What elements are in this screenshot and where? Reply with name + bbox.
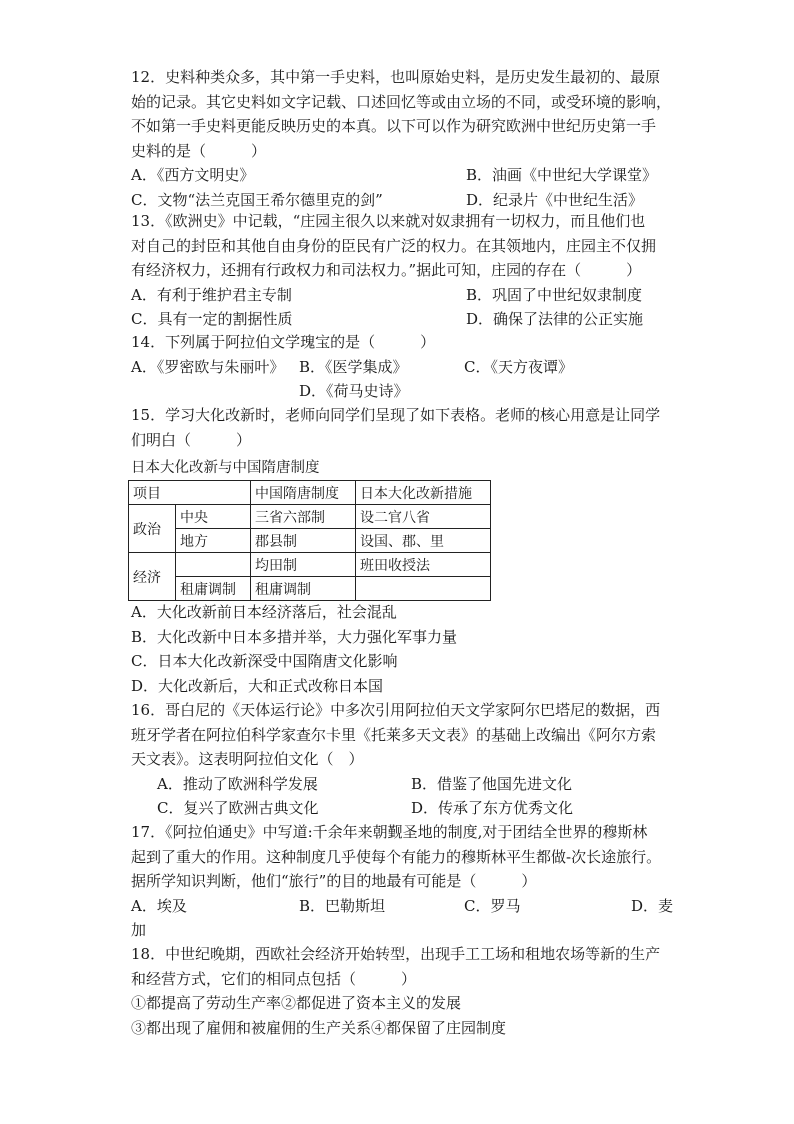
question-17-line-1: 17．《阿拉伯通史》中写道:千余年来朝觐圣地的制度,对于团结全世界的穆斯林 [131, 823, 648, 841]
question-13-options-row-2 [131, 307, 668, 332]
option-d[interactable]: D．纪录片《中世纪生活》 [466, 190, 644, 209]
question-15 [131, 403, 668, 452]
table-cell: 地方 [176, 529, 251, 553]
table-caption: 日本大化改新与中国隋唐制度 [131, 460, 320, 476]
table-cell: 设国、郡、里 [356, 529, 491, 553]
option-a[interactable]: A．推动了欧洲科学发展 [157, 774, 318, 793]
question-16-line-1: 16．哥白尼的《天体运行论》中多次引用阿拉伯天文学家阿尔巴塔尼的数据，西 [131, 701, 661, 719]
question-16-line-3: 天文表》。这表明阿拉伯文化（ ） [131, 750, 364, 768]
question-15-line-1: 15．学习大化改新时，老师向同学们呈现了如下表格。老师的核心用意是让同学 [131, 406, 661, 424]
question-13-line-3: 有经济权力，还拥有行政权力和司法权力。”据此可知，庄园的存在（ ） [131, 261, 642, 279]
option-b[interactable]: B．油画《中世纪大学课堂》 [466, 166, 658, 184]
question-16 [131, 698, 668, 821]
table-header-cell: 日本大化改新措施 [356, 481, 491, 505]
question-17 [131, 820, 674, 943]
question-13-options-row-1 [131, 283, 668, 308]
question-13-line-1: 13．《欧洲史》中记载，“庄园主很久以来就对奴隶拥有一切权力，而且他们也 [131, 212, 646, 230]
question-18-line-1: 18．中世纪晚期，西欧社会经济开始转型，出现手工工场和租地农场等新的生产 [131, 945, 661, 963]
question-13-line-2: 对自己的封臣和其他自由身份的臣民有广泛的权力。在其领地内，庄园主不仅拥 [131, 236, 657, 255]
option-a[interactable]: A．《西方文明史》 [131, 166, 255, 184]
question-14-line-1: 14．下列属于阿拉伯文学瑰宝的是（ ） [131, 333, 436, 351]
option-a[interactable]: A．大化改新前日本经济落后，社会混乱 [131, 603, 397, 621]
option-c[interactable]: C．日本大化改新深受中国隋唐文化影响 [131, 652, 398, 670]
option-c[interactable]: C．《天方夜谭》 [464, 357, 573, 376]
table-cell: 郡县制 [251, 529, 356, 553]
option-b[interactable]: B．巩固了中世纪奴隶制度 [466, 285, 643, 304]
table-cell: 经济 [129, 553, 176, 601]
question-17-options-row-1 [131, 894, 674, 919]
table-cell: 中央 [176, 505, 251, 529]
option-d[interactable]: D．传承了东方优秀文化 [411, 799, 574, 817]
table-header-cell: 项目 [129, 481, 251, 505]
option-d[interactable]: D．《荷马史诗》 [299, 382, 409, 400]
table-cell [176, 553, 251, 577]
question-17-line-2: 起到了重大的作用。这种制度几乎使每个有能力的穆斯林平生都做-次长途旅行。 [131, 847, 662, 866]
table-cell: 三省六部制 [251, 505, 356, 529]
question-17-line-3: 据所学知识判断，他们“旅行”的目的地最有可能是（ ） [131, 872, 537, 890]
question-16-options-row-1 [131, 772, 668, 797]
table-row [129, 505, 491, 529]
table-cell [356, 577, 491, 601]
question-15-line-2: 们明白（ ） [131, 430, 252, 449]
option-a[interactable]: A．《罗密欧与朱丽叶》 [131, 357, 285, 376]
option-d-continued: 加 [131, 921, 147, 939]
table-cell: 租庸调制 [251, 577, 356, 601]
question-18-statement-1: ①都提高了劳动生产率②都促进了资本主义的发展 [131, 994, 462, 1012]
question-15-options [131, 600, 668, 698]
option-b[interactable]: B．《医学集成》 [299, 357, 408, 376]
question-14-options-row-2 [131, 379, 668, 404]
question-13 [131, 209, 668, 332]
comparison-table [128, 480, 491, 601]
option-c[interactable]: C．罗马 [464, 896, 521, 915]
question-12-options-row-1 [131, 163, 668, 188]
table-cell: 租庸调制 [176, 577, 251, 601]
option-d[interactable]: D．麦 [631, 896, 674, 915]
question-12-line-2: 始的记录。其它史料如文字记载、口述回忆等或由立场的不同，或受环境的影响， [131, 92, 672, 111]
option-b[interactable]: B．巴勒斯坦 [299, 896, 386, 915]
table-row [129, 553, 491, 577]
question-18-line-2: 和经营方式，它们的相同点包括（ ） [131, 969, 417, 988]
question-16-line-2: 班牙学者在阿拉伯科学家查尔卡里《托莱多天文表》的基础上改编出《阿尔方索 [131, 725, 657, 744]
option-d[interactable]: D．大化改新后，大和正式改称日本国 [131, 676, 384, 695]
question-16-options-row-2 [131, 796, 668, 821]
table-row [129, 481, 491, 505]
question-12-line-3: 不如第一手史料更能反映历史的本真。以下可以作为研究欧洲中世纪历史第一手 [131, 117, 657, 135]
question-18-statement-2: ③都出现了雇佣和被雇佣的生产关系④都保留了庄园制度 [131, 1018, 507, 1037]
option-b[interactable]: B．借鉴了他国先进文化 [411, 774, 573, 793]
option-a[interactable]: A．有利于维护君主专制 [131, 285, 292, 304]
option-c[interactable]: C．具有一定的割据性质 [131, 310, 293, 328]
question-14-options-row-1 [131, 355, 668, 380]
question-12 [131, 65, 672, 212]
table-header-cell: 中国隋唐制度 [251, 481, 356, 505]
option-c[interactable]: C．文物“法兰克国王希尔德里克的剑” [131, 190, 383, 209]
question-18 [131, 942, 668, 1040]
table-cell: 政治 [129, 505, 176, 553]
table-cell: 班田收授法 [356, 553, 491, 577]
option-a[interactable]: A．埃及 [131, 896, 187, 915]
option-b[interactable]: B．大化改新中日本多措并举，大力强化军事力量 [131, 627, 458, 646]
table-cell: 设二官八省 [356, 505, 491, 529]
question-14 [131, 330, 668, 404]
question-12-line-1: 12．史料种类众多，其中第一手史料，也叫原始史料，是历史发生最初的、最原 [131, 68, 661, 86]
table-row [129, 529, 491, 553]
option-d[interactable]: D．确保了法律的公正实施 [466, 310, 644, 328]
table-row [129, 577, 491, 601]
question-12-line-4: 史料的是（ ） [131, 141, 267, 160]
option-c[interactable]: C．复兴了欧洲古典文化 [157, 799, 319, 817]
table-cell: 均田制 [251, 553, 356, 577]
